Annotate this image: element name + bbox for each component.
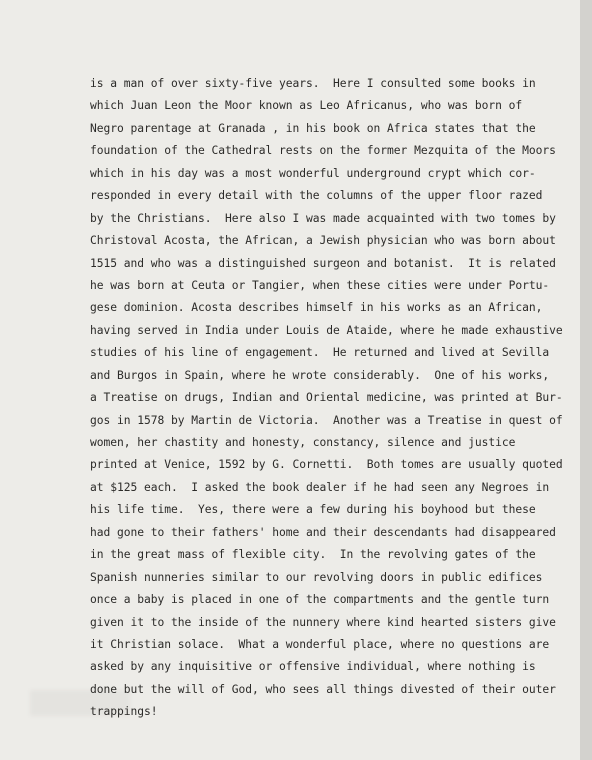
typewritten-body-text xyxy=(90,73,580,724)
text-line: his life time. Yes, there were a few during his boyhood but these xyxy=(90,503,536,517)
text-line: it Christian solace. What a wonderful place, where no questions are xyxy=(90,637,550,651)
text-line: foundation of the Cathedral rests on the former Mezquita of the Moors xyxy=(90,144,556,158)
text-line: and Burgos in Spain, where he wrote considerably. One of his works, xyxy=(90,368,550,382)
text-line: done but the will of God, who sees all things divested of their outer xyxy=(90,682,556,696)
text-line: gese dominion. Acosta describes himself in his works as an African, xyxy=(90,301,543,315)
text-line: he was born at Ceuta or Tangier, when these cities were under Portu- xyxy=(90,278,550,292)
text-line: is a man of over sixty-five years. Here I consulted some books in xyxy=(90,77,536,90)
text-line: once a baby is placed in one of the compartments and the gentle turn xyxy=(90,593,550,607)
text-line: responded in every detail with the columns of the upper floor razed xyxy=(90,189,543,203)
text-line: asked by any inquisitive or offensive individual, where nothing is xyxy=(90,660,536,674)
text-line: given it to the inside of the nunnery where kind hearted sisters give xyxy=(90,615,556,629)
text-line: trappings! xyxy=(90,705,158,719)
text-line: Negro parentage at Granada , in his book on Africa states that the xyxy=(90,121,536,135)
text-line: by the Christians. Here also I was made acquainted with two tomes by xyxy=(90,211,556,225)
text-line: Christoval Acosta, the African, a Jewish physician who was born about xyxy=(90,234,556,248)
text-line: which Juan Leon the Moor known as Leo Africanus, who was born of xyxy=(90,99,523,113)
text-line: a Treatise on drugs, Indian and Oriental medicine, was printed at Bur- xyxy=(90,391,563,405)
text-line: having served in India under Louis de Ataide, where he made exhaustive xyxy=(90,323,563,337)
scan-border xyxy=(580,0,592,760)
text-line: gos in 1578 by Martin de Victoria. Another was a Treatise in quest of xyxy=(90,413,563,427)
text-line: studies of his line of engagement. He returned and lived at Sevilla xyxy=(90,346,550,360)
text-line: 1515 and who was a distinguished surgeon and botanist. It is related xyxy=(90,256,556,270)
text-line: had gone to their fathers' home and their descendants had disappeared xyxy=(90,525,556,539)
text-line: women, her chastity and honesty, constancy, silence and justice xyxy=(90,436,516,449)
text-line: in the great mass of flexible city. In the revolving gates of the xyxy=(90,548,536,562)
show-through-heading xyxy=(30,26,390,42)
text-line: Spanish nunneries similar to our revolving doors in public edifices xyxy=(90,570,543,584)
text-line: at $125 each. I asked the book dealer if he had seen any Negroes in xyxy=(90,480,550,494)
text-line: printed at Venice, 1592 by G. Cornetti. Both tomes are usually quoted xyxy=(90,458,563,472)
text-line: which in his day was a most wonderful underground crypt which cor- xyxy=(90,166,536,180)
